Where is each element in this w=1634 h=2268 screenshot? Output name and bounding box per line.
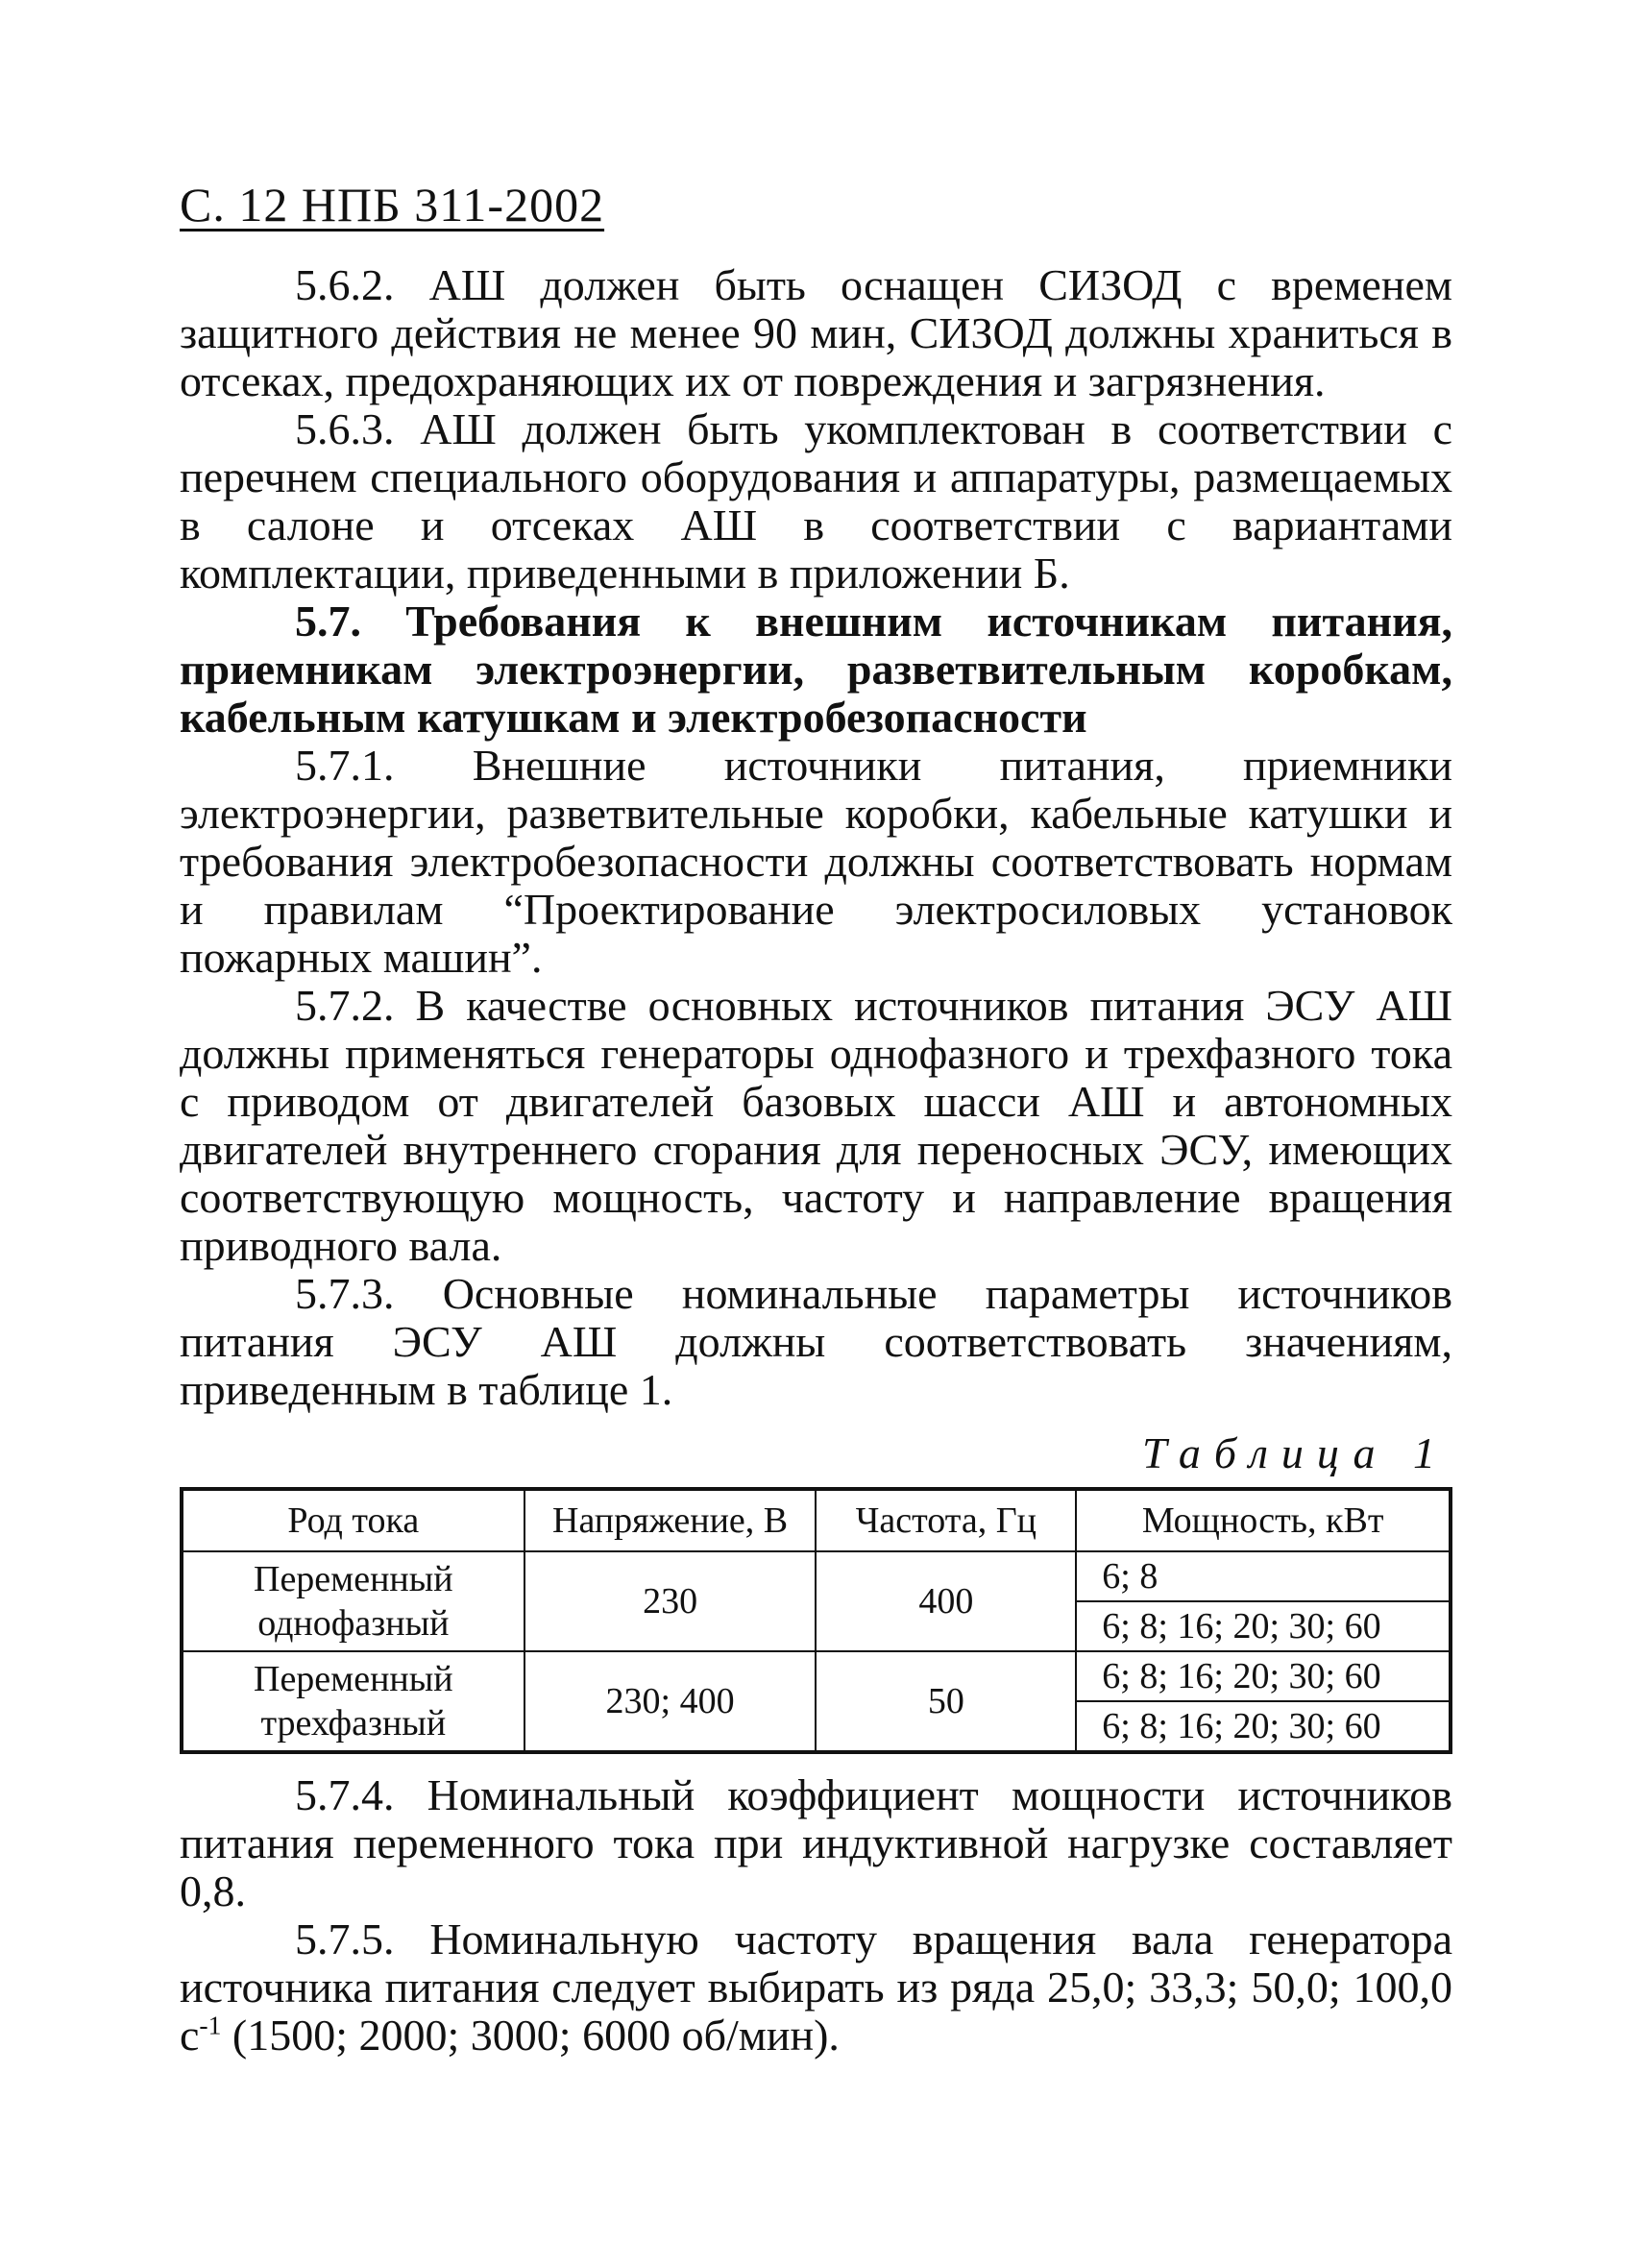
paragraph-5-7-5 xyxy=(180,1915,1452,2060)
paragraph-5-7-5-tail: (1500; 2000; 3000; 6000 об/мин). xyxy=(221,2011,840,2060)
voltage-cell: 230; 400 xyxy=(524,1651,817,1752)
table-header-cell: Напряжение, В xyxy=(524,1489,817,1551)
page-header: С. 12 НПБ 311-2002 xyxy=(180,178,605,232)
table-header-cell: Частота, Гц xyxy=(816,1489,1076,1551)
table-header-cell: Мощность, кВт xyxy=(1076,1489,1451,1551)
table-row xyxy=(182,1551,1451,1601)
voltage-cell: 230 xyxy=(524,1551,817,1651)
paragraph-5-6-2: 5.6.2. АШ должен быть оснащен СИЗОД с временем защитного действия не менее 90 мин, СИЗОД должны храниться в отсеках, предохраняющих их от повреждения и загрязнения. xyxy=(180,260,1452,405)
paragraph-5-7-1: 5.7.1. Внешние источники питания, приемники электроэнергии, разветвительные коробки, кабельные катушки и требования электробезопасности должны соответствовать нормам и правилам “Проектирование электросиловых установок пожарных машин”. xyxy=(180,741,1452,982)
current-type-cell: Переменный однофазный xyxy=(182,1551,524,1651)
document-body xyxy=(180,261,1452,2060)
frequency-cell: 400 xyxy=(816,1551,1076,1651)
table-header-cell: Род тока xyxy=(182,1489,524,1551)
table-caption: Таблица 1 xyxy=(1141,1428,1449,1477)
table-header-row xyxy=(182,1489,1451,1551)
paragraph-5-6-3: 5.6.3. АШ должен быть укомплектован в соответствии с перечнем специального оборудования и аппаратуры, размещаемых в салоне и отсеках АШ в соответствии с вариантами комплектации, приведенными в приложении Б. xyxy=(180,404,1452,597)
superscript-exponent: -1 xyxy=(199,2010,222,2040)
paragraph-5-7-5-text: 5.7.5. Номинальную частоту вращения вала генератора источника питания следует выбирать из ряда 25,0; 33,3; 50,0; 100,0 с xyxy=(180,1914,1452,2060)
power-sources-table xyxy=(180,1487,1452,1754)
power-cell: 6; 8; 16; 20; 30; 60 xyxy=(1076,1701,1451,1752)
paragraph-5-7-3: 5.7.3. Основные номинальные параметры источников питания ЭСУ АШ должны соответствовать значениям, приведенным в таблице 1. xyxy=(180,1269,1452,1414)
section-heading-5-7: 5.7. Требования к внешним источникам питания, приемникам электроэнергии, разветвительным коробкам, кабельным катушкам и электробезопасности xyxy=(180,597,1452,742)
table-row xyxy=(182,1651,1451,1701)
power-cell: 6; 8 xyxy=(1076,1551,1451,1601)
paragraph-5-7-2: 5.7.2. В качестве основных источников питания ЭСУ АШ должны применяться генераторы однофазного и трехфазного тока с приводом от двигателей базовых шасси АШ и автономных двигателей внутреннего сгорания для переносных ЭСУ, имеющих соответствующую мощность, частоту и направление вращения приводного вала. xyxy=(180,981,1452,1270)
power-cell: 6; 8; 16; 20; 30; 60 xyxy=(1076,1601,1451,1651)
current-type-cell: Переменный трехфазный xyxy=(182,1651,524,1752)
frequency-cell: 50 xyxy=(816,1651,1076,1752)
power-cell: 6; 8; 16; 20; 30; 60 xyxy=(1076,1651,1451,1701)
paragraph-5-7-4: 5.7.4. Номинальный коэффициент мощности источников питания переменного тока при индуктивной нагрузке составляет 0,8. xyxy=(180,1770,1452,1915)
